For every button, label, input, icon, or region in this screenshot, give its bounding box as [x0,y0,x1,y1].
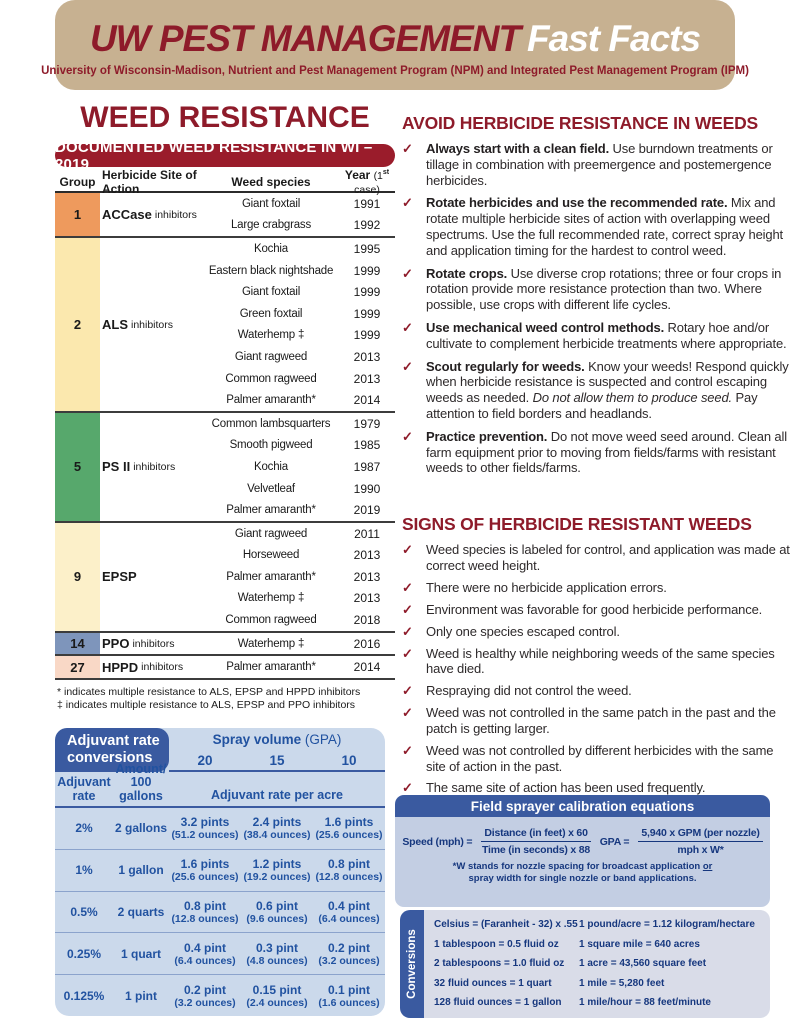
table-header-row [55,167,395,196]
table-section-group-14 [55,631,395,655]
list-item: ✓ Rotate herbicides and use the recommended rate. Mix and rotate multiple herbicide sites of action with overlapping weed spectrums. Use the full recommended rate, correct spray height and application timing for the hardest to control weed. [402,195,784,258]
group-number: 5 [55,413,100,521]
speed-equation-label: Speed (mph) = [402,835,473,848]
check-icon: ✓ [402,141,413,156]
list-item: ✓ Weed was not controlled in the same patch in the past and the patch is getting larger. [402,705,776,736]
table-row: Velvetleaf 1990 [247,481,381,496]
header-subtitle: University of Wisconsin-Madison, Nutrient and Pest Management Program (NPM) and Integrated Pest Management Program (IPM) [41,64,749,77]
table-row: Palmer amaranth* 2014 [226,660,381,675]
check-icon: ✓ [402,195,413,211]
check-icon: ✓ [402,265,413,281]
table-row: Large crabgrass 1992 [230,218,381,233]
check-icon: ✓ [402,579,413,595]
group-number: 2 [55,238,100,411]
table-row: Giant ragweed 2011 [234,526,380,541]
speed-equation-fraction: $\frac{\text{Distance (in feet) x 60}}{\text{Time (in seconds) x 88}}$ [482,827,591,856]
table-footnotes [57,686,360,712]
table-row: Palmer amaranth* 2014 [226,393,381,408]
gpa-col-15: 15 [269,753,285,768]
weed-resistance-table [55,167,395,680]
list-item: ✓ Scout regularly for weeds. Know your weeds! Respond quickly when herbicide resistance is suspected and control escaping weeds as needed. Do not allow them to produce seed. Pay attention to field borders and headlands. [402,358,789,421]
table-row: Green foxtail 1999 [239,306,381,321]
gpa-equation-fraction: $\frac{\text{5,940 x GPM (per nozzle)}}{\text{mph x W*}}$ [638,827,762,856]
table-row: Common ragweed 2013 [225,371,381,386]
adjuvant-row: 1% 1 gallon 1.6 pints (25.6 ounces) 1.2 pints (19.2 ounces) 0.8 pint (12.8 ounces) [55,849,385,891]
adjuvant-subheaders [55,761,385,808]
check-icon: ✓ [402,542,413,557]
table-row: Palmer amaranth* 2013 [226,569,381,584]
check-icon: ✓ [402,623,413,639]
header-amount: Amount/ 100 gallons [115,761,167,803]
header-species: Weed species [231,174,311,189]
table-row: Horseweed 2013 [242,548,381,563]
avoid-section-title: AVOID HERBICIDE RESISTANCE IN WEEDS [402,113,758,133]
table-row: Waterhemp ‡ 2013 [237,591,381,606]
header-rate-per-acre: Adjuvant rate per acre [211,787,343,802]
check-icon: ✓ [402,742,413,758]
list-item: ✓ Practice prevention. Do not move weed seed around. Clean all farm equipment prior to moving from fields/farms with resistant weeds to other fields/farms. [402,428,787,476]
conversions-label: Conversions [400,910,424,1018]
documented-resistance-banner: DOCUMENTED WEED RESISTANCE IN WI – 2019 [55,144,395,167]
check-icon: ✓ [402,705,413,721]
list-item: ✓ Rotate crops. Use diverse crop rotations; three or four crops in rotation provide more resistance protection than two. Where possible, use crops with different life cycles. [402,265,782,313]
check-icon: ✓ [402,645,413,661]
table-section-group-1 [55,193,395,236]
check-icon: ✓ [402,601,413,617]
table-section-group-2 [55,236,395,411]
table-row: Giant foxtail 1999 [241,285,381,300]
header-group: Group [59,174,96,189]
spray-volume-columns [169,753,385,772]
gpa-col-20: 20 [197,753,213,768]
list-item: ✓ Use mechanical weed control methods. Rotary hoe and/or cultivate to complement herbicide treatments where appropriate. [402,319,787,351]
table-row: Giant foxtail 1991 [241,196,381,211]
check-icon: ✓ [402,780,413,796]
site-of-action: HPPD inhibitors [102,659,184,675]
group-number: 27 [55,656,100,678]
list-item: ✓ Always start with a clean field. Use burndown treatments or tillage in combination with preemergence and postemergence herbicides. [402,141,773,188]
table-row: Eastern black nightshade 1999 [208,263,381,278]
list-item: ✓ There were no herbicide application errors. [402,579,667,595]
table-row: Kochia 1995 [254,241,381,256]
conversions-box [400,910,770,1018]
table-row: Giant ragweed 2013 [234,349,381,364]
sprayer-footnote: *W stands for nozzle spacing for broadcast application or spray width for single nozzle or band applications. [452,861,713,884]
table-row: Waterhemp ‡ 2016 [237,636,381,651]
list-item: ✓ The same site of action has been used frequently. [402,780,706,796]
header-adjuvant-rate: Adjuvant rate [57,775,111,803]
sprayer-equations [395,827,770,856]
gpa-equation-label: GPA = [599,835,630,848]
list-item: ✓ Respraying did not control the weed. [402,683,632,699]
signs-section-title: SIGNS OF HERBICIDE RESISTANT WEEDS [402,514,752,534]
field-sprayer-box [395,795,770,907]
footnote-asterisk: * indicates multiple resistance to ALS, EPSP and HPPD inhibitors [57,686,361,698]
site-of-action: ALS inhibitors [102,317,174,333]
spray-volume-header: Spray volume (GPA) [212,732,342,747]
conversions-left-column: Celsius = (Faranheit - 32) x .55 1 tablespoon = 0.5 fluid oz 2 tablespoons = 1.0 fluid oz 32 fluid ounces = 1 quart 128 fluid ounces = 1 gallon [434,919,578,1009]
table-row: Smooth pigweed 1985 [229,438,381,453]
check-icon: ✓ [402,319,413,335]
title-main: UW PEST MANAGEMENT [89,17,521,59]
section-title-weed-resistance: WEED RESISTANCE [80,101,370,134]
site-of-action: EPSP [102,569,137,585]
table-row: Waterhemp ‡ 1999 [237,328,381,343]
list-item: ✓ Environment was favorable for good herbicide performance. [402,601,763,617]
adjuvant-row: 0.5% 2 quarts 0.8 pint (12.8 ounces) 0.6 pint (9.6 ounces) 0.4 pint (6.4 ounces) [55,891,385,933]
site-of-action: ACCase inhibitors [102,207,197,223]
footnote-dagger: ‡ indicates multiple resistance to ALS, EPSP and PPO inhibitors [57,699,356,711]
avoid-resistance-section [402,113,790,483]
table-row: Kochia 1987 [254,459,381,474]
gpa-col-10: 10 [341,753,357,768]
list-item: ✓ Only one species escaped control. [402,623,620,639]
title-accent: Fast Facts [527,17,701,59]
header-year: Year (1st case) [344,167,390,196]
site-of-action: PS II inhibitors [102,459,176,475]
table-row: Common ragweed 2018 [225,613,381,628]
list-item: ✓ Weed was not controlled by different herbicides with the same site of action in the past. [402,742,774,774]
site-of-action: PPO inhibitors [102,636,175,652]
table-section-group-9 [55,521,395,631]
group-number: 9 [55,523,100,631]
list-item: ✓ Weed is healthy while neighboring weeds of the same species have died. [402,645,775,677]
table-section-group-27 [55,654,395,680]
adjuvant-rate-table [55,728,385,1016]
list-item: ✓ Weed species is labeled for control, and application was made at correct weed height. [402,542,790,573]
header-banner [41,0,749,90]
sprayer-box-title: Field sprayer calibration equations [395,795,770,817]
adjuvant-row: 2% 2 gallons 3.2 pints (51.2 ounces) 2.4 pints (38.4 ounces) 1.6 pints (25.6 ounces) [75,815,383,842]
check-icon: ✓ [402,683,413,699]
check-icon: ✓ [402,358,413,374]
table-row: Common lambsquarters 1979 [211,416,381,431]
check-icon: ✓ [402,428,413,444]
adjuvant-row: 0.25% 1 quart 0.4 pint (6.4 ounces) 0.3 pint (4.8 ounces) 0.2 pint (3.2 ounces) [55,932,385,974]
group-number: 14 [55,633,100,655]
table-section-group-5 [55,411,395,521]
table-row: Palmer amaranth* 2019 [226,503,381,518]
signs-section [402,514,790,802]
conversions-right-column: 1 pound/acre = 1.12 kilogram/hectare 1 square mile = 640 acres 1 acre = 43,560 square feet 1 mile = 5,280 feet 1 mile/hour = 88 feet/minute [579,919,755,1009]
adjuvant-table-title: Adjuvant rate conversions [55,728,169,772]
header-site: Herbicide Site of Action [102,167,197,196]
adjuvant-row: 0.125% 1 pint 0.2 pint (3.2 ounces) 0.15 pint (2.4 ounces) 0.1 pint (1.6 ounces) [55,974,385,1016]
page-title [90,18,700,60]
group-number: 1 [55,193,100,236]
